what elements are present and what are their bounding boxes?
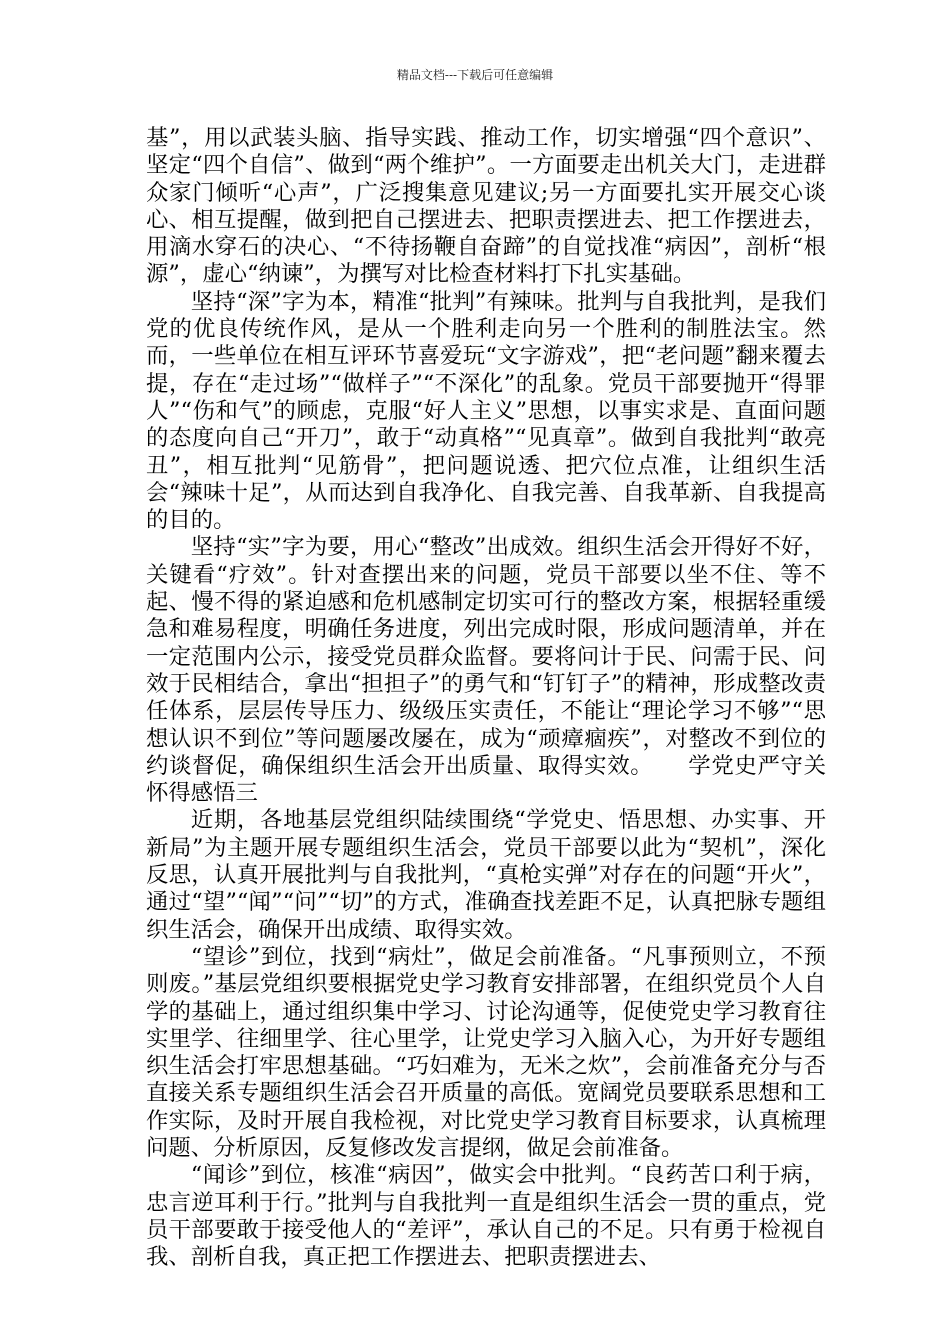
paragraph-wen: “闻诊”到位，核准“病因”，做实会中批判。“良药苦口利于病，忠言逆耳利于行。”批判与自我批判一直是组织生活会一贯的重点，党员干部要敢于接受他人的“差评”，承认自己的不足。只有勇于检视自我、剖析自我，真正把工作摆进去、把职责摆进去、 xyxy=(146,1162,826,1271)
page-header: 精品文档---下载后可任意编辑 xyxy=(396,68,554,82)
paragraph-continued: 基”，用以武装头脑、指导实践、推动工作，切实增强“四个意识”、坚定“四个自信”、做到“两个维护”。一方面要走出机关大门，走进群众家门倾听“心声”，广泛搜集意见建议;另一方面要扎实开展交心谈心、相互提醒，做到把自己摆进去、把职责摆进去、把工作摆进去，用滴水穿石的决心、“不待扬鞭自奋蹄”的自觉找准“病因”，剖析“根源”，虚心“纳谏”，为撰写对比检查材料打下扎实基础。 xyxy=(146,125,826,288)
paragraph-shen: 坚持“深”字为本，精准“批判”有辣味。批判与自我批判，是我们党的优良传统作风，是从一个胜利走向另一个胜利的制胜法宝。然而，一些单位在相互评环节喜爱玩“文字游戏”，把“老问题”翻来覆去提，存在“走过场”“做样子”“不深化”的乱象。党员干部要抛开“得罪人”“伤和气”的顾虑，克服“好人主义”思想，以事实求是、直面问题的态度向自己“开刀”，敢于“动真格”“见真章”。做到自我批判“敢亮丑”，相互批判“见筋骨”，把问题说透、把穴位点准，让组织生活会“辣味十足”，从而达到自我净化、自我完善、自我革新、自我提高的目的。 xyxy=(146,288,826,534)
paragraph-shi: 坚持“实”字为要，用心“整改”出成效。组织生活会开得好不好，关键看“疗效”。针对查摆出来的问题，党员干部要以坐不住、等不起、慢不得的紧迫感和危机感制定切实可行的整改方案，根据轻重缓急和难易程度，明确任务进度，列出完成时限，形成问题清单，并在一定范围内公示，接受党员群众监督。要将问计于民、问需于民、问效于民相结合，拿出“担担子”的勇气和“钉钉子”的精神，形成整改责任体系，层层传导压力、级级压实责任，不能让“理论学习不够”“思想认识不到位”等问题屡改屡在，成为“顽瘴痼疾”，对整改不到位的约谈督促，确保组织生活会开出质量、取得实效。 学党史严守关怀得感悟三 xyxy=(146,534,826,807)
paragraph-intro: 近期，各地基层党组织陆续围绕“学党史、悟思想、办实事、开新局”为主题开展专题组织生活会，党员干部要以此为“契机”，深化反思，认真开展批判与自我批判，“真枪实弹”对存在的问题“开火”，通过“望”“闻”“问”“切”的方式，准确查找差距不足，认真把脉专题组织生活会，确保开出成绩、取得实效。 xyxy=(146,807,826,943)
paragraph-wang: “望诊”到位，找到“病灶”，做足会前准备。“凡事预则立，不预则废。”基层党组织要根据党史学习教育安排部署，在组织党员个人自学的基础上，通过组织集中学习、讨论沟通等，促使党史学习教育往实里学、往细里学、往心里学，让党史学习入脑入心，为开好专题组织生活会打牢思想基础。“巧妇难为，无米之炊”，会前准备充分与否直接关系专题组织生活会召开质量的高低。宽阔党员要联系思想和工作实际，及时开展自我检视，对比党史学习教育目标要求，认真梳理问题、分析原因，反复修改发言提纲，做足会前准备。 xyxy=(146,943,826,1161)
document-body xyxy=(146,125,826,1271)
